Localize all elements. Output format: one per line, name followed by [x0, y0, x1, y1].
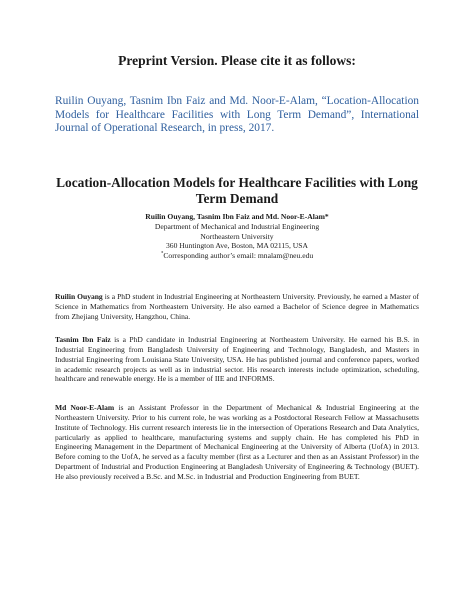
bio-text: is a PhD candidate in Industrial Engineering at Northeastern University. He earned his B.S. in Industrial Engineering from Bangladesh University of Engineering and Technology, Bangladesh, and Masters in Industrial Engineering from Louisiana State University, USA. He has published journal and conference papers, worked in academic research projects as well as in industrial sector. His research interests include optimization, scheduling, healthcare and renewable energy. He is a member of IIE and INFORMS. — [55, 335, 419, 384]
bio-name: Md Noor-E-Alam — [55, 403, 115, 412]
bio-text: is an Assistant Professor in the Department of Mechanical & Industrial Engineering at the Northeastern University. Prior to his current role, he was working as a Postdoctoral Research Fellow at Massachusetts Institute of Technology. His current research interests lie in the intersection of Operations Research and Data Analytics, particularly as applied to healthcare, manufacturing systems and supply chain. He has completed his PhD in Engineering Management in the Department of Mechanical Engineering at the University of Alberta (UofA) in 2013. Before coming to the UofA, he served as a faculty member (first as a Lecturer and then as an Assistant Professor) in the Department of Industrial and Production Engineering at Bangladesh University of Engineering & Technology (BUET). He also previously received a B.Sc. and M.Sc. in Industrial and Production Engineering from BUET. — [55, 403, 419, 481]
author-bio-noor-e-alam — [55, 403, 419, 482]
department-line: Department of Mechanical and Industrial Engineering — [154, 221, 320, 231]
author-list: Ruilin Ouyang, Tasnim Ibn Faiz and Md. Noor-E-Alam* — [145, 212, 329, 221]
author-bio-ouyang — [55, 292, 419, 322]
bio-name: Tasnim Ibn Faiz — [55, 335, 111, 344]
corresponding-author-line — [0, 251, 474, 261]
bio-name: Ruilin Ouyang — [55, 292, 103, 301]
corresponding-marker: * — [160, 251, 164, 257]
author-bio-faiz — [55, 335, 419, 384]
bio-text: is a PhD student in Industrial Engineering at Northeastern University. Previously, he earned a Master of Science in Mathematics from Northeastern University. He also earned a Bachelor of Science degree in Mathematics from Zhejiang University, Hangzhou, China. — [55, 292, 420, 321]
corresponding-email-text: Corresponding author’s email: mnalam@neu.edu — [163, 251, 314, 261]
university-line: Northeastern University — [200, 231, 274, 241]
address-line: 360 Huntington Ave, Boston, MA 02115, USA — [166, 241, 308, 251]
paper-title: Location-Allocation Models for Healthcare Facilities with Long Term Demand — [56, 175, 418, 206]
citation-reference: Ruilin Ouyang, Tasnim Ibn Faiz and Md. Noor-E-Alam, “Location-Allocation Models for Healthcare Facilities with Long Term Demand”, International Journal of Operational Research, in press, 2017. — [55, 95, 419, 135]
author-affiliation-block — [0, 212, 474, 261]
preprint-notice: Preprint Version. Please cite it as follows: — [118, 53, 356, 68]
